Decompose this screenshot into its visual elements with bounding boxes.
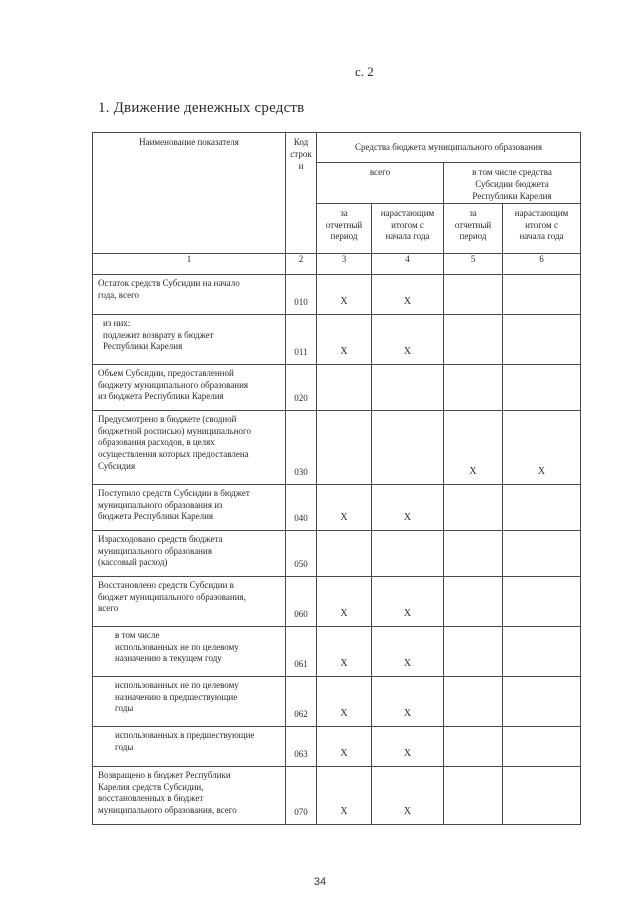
table-row [93, 626, 581, 676]
value-cell-c5 [444, 314, 503, 364]
indicator-name [93, 576, 286, 626]
column-number: 5 [444, 253, 503, 274]
table-row [93, 676, 581, 726]
indicator-name [93, 530, 286, 576]
header-subsidy [444, 163, 581, 204]
value-cell-c6 [503, 274, 581, 314]
indicator-name [93, 766, 286, 824]
header-line: отчетный [454, 219, 492, 230]
value-cell-c4 [372, 364, 444, 410]
value-cell-c4: X [372, 314, 444, 364]
row-code: 061 [286, 626, 317, 676]
indicator-name [93, 364, 286, 410]
indicator-name-line: осуществления которых предоставлена [98, 449, 249, 460]
indicator-name-line: всего [98, 603, 119, 614]
header-line: нарастающим [514, 207, 569, 218]
indicator-name-line: муниципального образования, всего [98, 805, 237, 816]
header-line: итогом с [391, 219, 424, 230]
value-cell-c4: X [372, 626, 444, 676]
table-body [93, 274, 581, 824]
header-subsidy-line: Республики Карелия [472, 190, 552, 201]
value-cell-c5 [444, 274, 503, 314]
row-code: 062 [286, 676, 317, 726]
value-cell-c6 [503, 626, 581, 676]
value-cell-c3: X [317, 314, 372, 364]
column-number: 2 [286, 253, 317, 274]
footer-page-number: 34 [313, 876, 327, 888]
header-total: всего [317, 163, 444, 204]
value-cell-c3: X [317, 726, 372, 766]
value-cell-c4: X [372, 484, 444, 530]
indicator-name-line: использованных не по целевому [115, 679, 239, 690]
header-cumulative [372, 203, 444, 253]
indicator-name-line: из них: [103, 317, 131, 328]
indicator-name-line: использованных не по целевому [115, 641, 239, 652]
section-title: 1. Движение денежных средств [98, 100, 305, 116]
value-cell-c5 [444, 676, 503, 726]
indicator-name-line: образования расходов, в целях [98, 437, 215, 448]
value-cell-c5 [444, 484, 503, 530]
column-number: 1 [93, 253, 286, 274]
value-cell-c3: X [317, 576, 372, 626]
value-cell-c5 [444, 766, 503, 824]
value-cell-c4: X [372, 766, 444, 824]
value-cell-c6 [503, 484, 581, 530]
indicator-name-line: назначению в предшествующие [115, 691, 238, 702]
value-cell-c6 [503, 726, 581, 766]
table-row [93, 576, 581, 626]
cash-flow-table [92, 132, 581, 825]
indicator-name-line: Израсходовано средств бюджета [98, 533, 223, 544]
value-cell-c6 [503, 766, 581, 824]
header-line: итогом с [525, 219, 558, 230]
value-cell-c3 [317, 364, 372, 410]
value-cell-c5 [444, 576, 503, 626]
indicator-name [93, 484, 286, 530]
header-line: начала года [385, 231, 430, 242]
row-code: 050 [286, 530, 317, 576]
table-row [93, 766, 581, 824]
value-cell-c3: X [317, 484, 372, 530]
header-line: начала года [519, 231, 564, 242]
indicator-name-line: Остаток средств Субсидии на начало [98, 277, 240, 288]
value-cell-c5 [444, 626, 503, 676]
row-code: 063 [286, 726, 317, 766]
value-cell-c4: X [372, 274, 444, 314]
header-indicator-name: Наименование показателя [93, 133, 286, 254]
value-cell-c3 [317, 410, 372, 484]
header-line: за [340, 207, 348, 218]
row-code: 011 [286, 314, 317, 364]
indicator-name-line: из бюджета Республики Карелия [98, 391, 224, 402]
indicator-name-line: восстановленных в бюджет [98, 793, 204, 804]
indicator-name-line: использованных в предшествующие [115, 729, 255, 740]
row-code: 020 [286, 364, 317, 410]
indicator-name-line: в том числе [115, 629, 160, 640]
value-cell-c5: X [444, 410, 503, 484]
value-cell-c5 [444, 726, 503, 766]
row-code: 030 [286, 410, 317, 484]
indicator-name-line: бюджет муниципального образования, [98, 591, 246, 602]
header-line: нарастающим [380, 207, 435, 218]
value-cell-c4 [372, 410, 444, 484]
indicator-name-line: Объем Субсидии, предоставленной [98, 367, 234, 378]
indicator-name-line: Предусмотрено в бюджете (сводной [98, 413, 237, 424]
value-cell-c3: X [317, 626, 372, 676]
header-subsidy-line: в том числе средства [472, 167, 552, 177]
indicator-name-line: бюджетной росписью) муниципального [98, 425, 251, 436]
value-cell-c4: X [372, 726, 444, 766]
table-row [93, 726, 581, 766]
value-cell-c6 [503, 576, 581, 626]
table-row [93, 484, 581, 530]
indicator-name-line: бюджета Республики Карелия [98, 511, 214, 522]
header-subsidy-line: Субсидии бюджета [475, 178, 549, 189]
value-cell-c4: X [372, 576, 444, 626]
header-row-code [286, 133, 317, 254]
indicator-name-line: муниципального образования из [98, 499, 223, 510]
header-line: за [469, 207, 477, 218]
header-line: отчетный [325, 219, 363, 230]
value-cell-c3: X [317, 676, 372, 726]
indicator-name [93, 314, 286, 364]
value-cell-c5 [444, 364, 503, 410]
header-code-line: строк [290, 148, 312, 159]
table-row [93, 274, 581, 314]
value-cell-c6 [503, 364, 581, 410]
indicator-name-line: Возвращено в бюджет Республики [98, 769, 231, 780]
indicator-name-line: муниципального образования [98, 545, 212, 556]
table-row [93, 314, 581, 364]
header-line: период [459, 231, 487, 242]
value-cell-c4: X [372, 676, 444, 726]
column-number: 3 [317, 253, 372, 274]
header-line: период [330, 231, 358, 242]
value-cell-c3: X [317, 766, 372, 824]
header-code-line: Код [293, 137, 309, 147]
indicator-name-line: (кассовый расход) [98, 557, 168, 568]
indicator-name [93, 626, 286, 676]
row-code: 060 [286, 576, 317, 626]
indicator-name-line: Республики Карелия [103, 341, 183, 352]
indicator-name-line: года, всего [98, 289, 140, 300]
value-cell-c6: X [503, 410, 581, 484]
value-cell-c3 [317, 530, 372, 576]
indicator-name-line: годы [115, 741, 134, 752]
row-code: 010 [286, 274, 317, 314]
indicator-name [93, 726, 286, 766]
page-mark: с. 2 [355, 64, 374, 79]
value-cell-c6 [503, 530, 581, 576]
indicator-name-line: Восстановлено средств Субсидии в [98, 579, 234, 590]
row-code: 070 [286, 766, 317, 824]
column-number: 6 [503, 253, 581, 274]
column-number: 4 [372, 253, 444, 274]
header-code-line: и [298, 160, 304, 171]
value-cell-c3: X [317, 274, 372, 314]
indicator-name [93, 676, 286, 726]
table-row [93, 530, 581, 576]
value-cell-c6 [503, 676, 581, 726]
indicator-name-line: годы [115, 703, 134, 714]
indicator-name-line: подлежит возврату в бюджет [103, 329, 214, 340]
value-cell-c4 [372, 530, 444, 576]
value-cell-c5 [444, 530, 503, 576]
header-municipal-budget: Средства бюджета муниципального образования [317, 133, 581, 163]
indicator-name [93, 274, 286, 314]
header-period [444, 203, 503, 253]
header-cumulative [503, 203, 581, 253]
indicator-name-line: Карелия средств Субсидии, [98, 781, 204, 792]
indicator-name [93, 410, 286, 484]
indicator-name-line: Поступило средств Субсидии в бюджет [98, 487, 250, 498]
table-row [93, 410, 581, 484]
indicator-name-line: назначению в текущем году [115, 653, 222, 664]
indicator-name-line: Субсидия [98, 461, 136, 472]
value-cell-c6 [503, 314, 581, 364]
indicator-name-line: бюджету муниципального образования [98, 379, 249, 390]
table-row [93, 364, 581, 410]
header-period [317, 203, 372, 253]
row-code: 040 [286, 484, 317, 530]
